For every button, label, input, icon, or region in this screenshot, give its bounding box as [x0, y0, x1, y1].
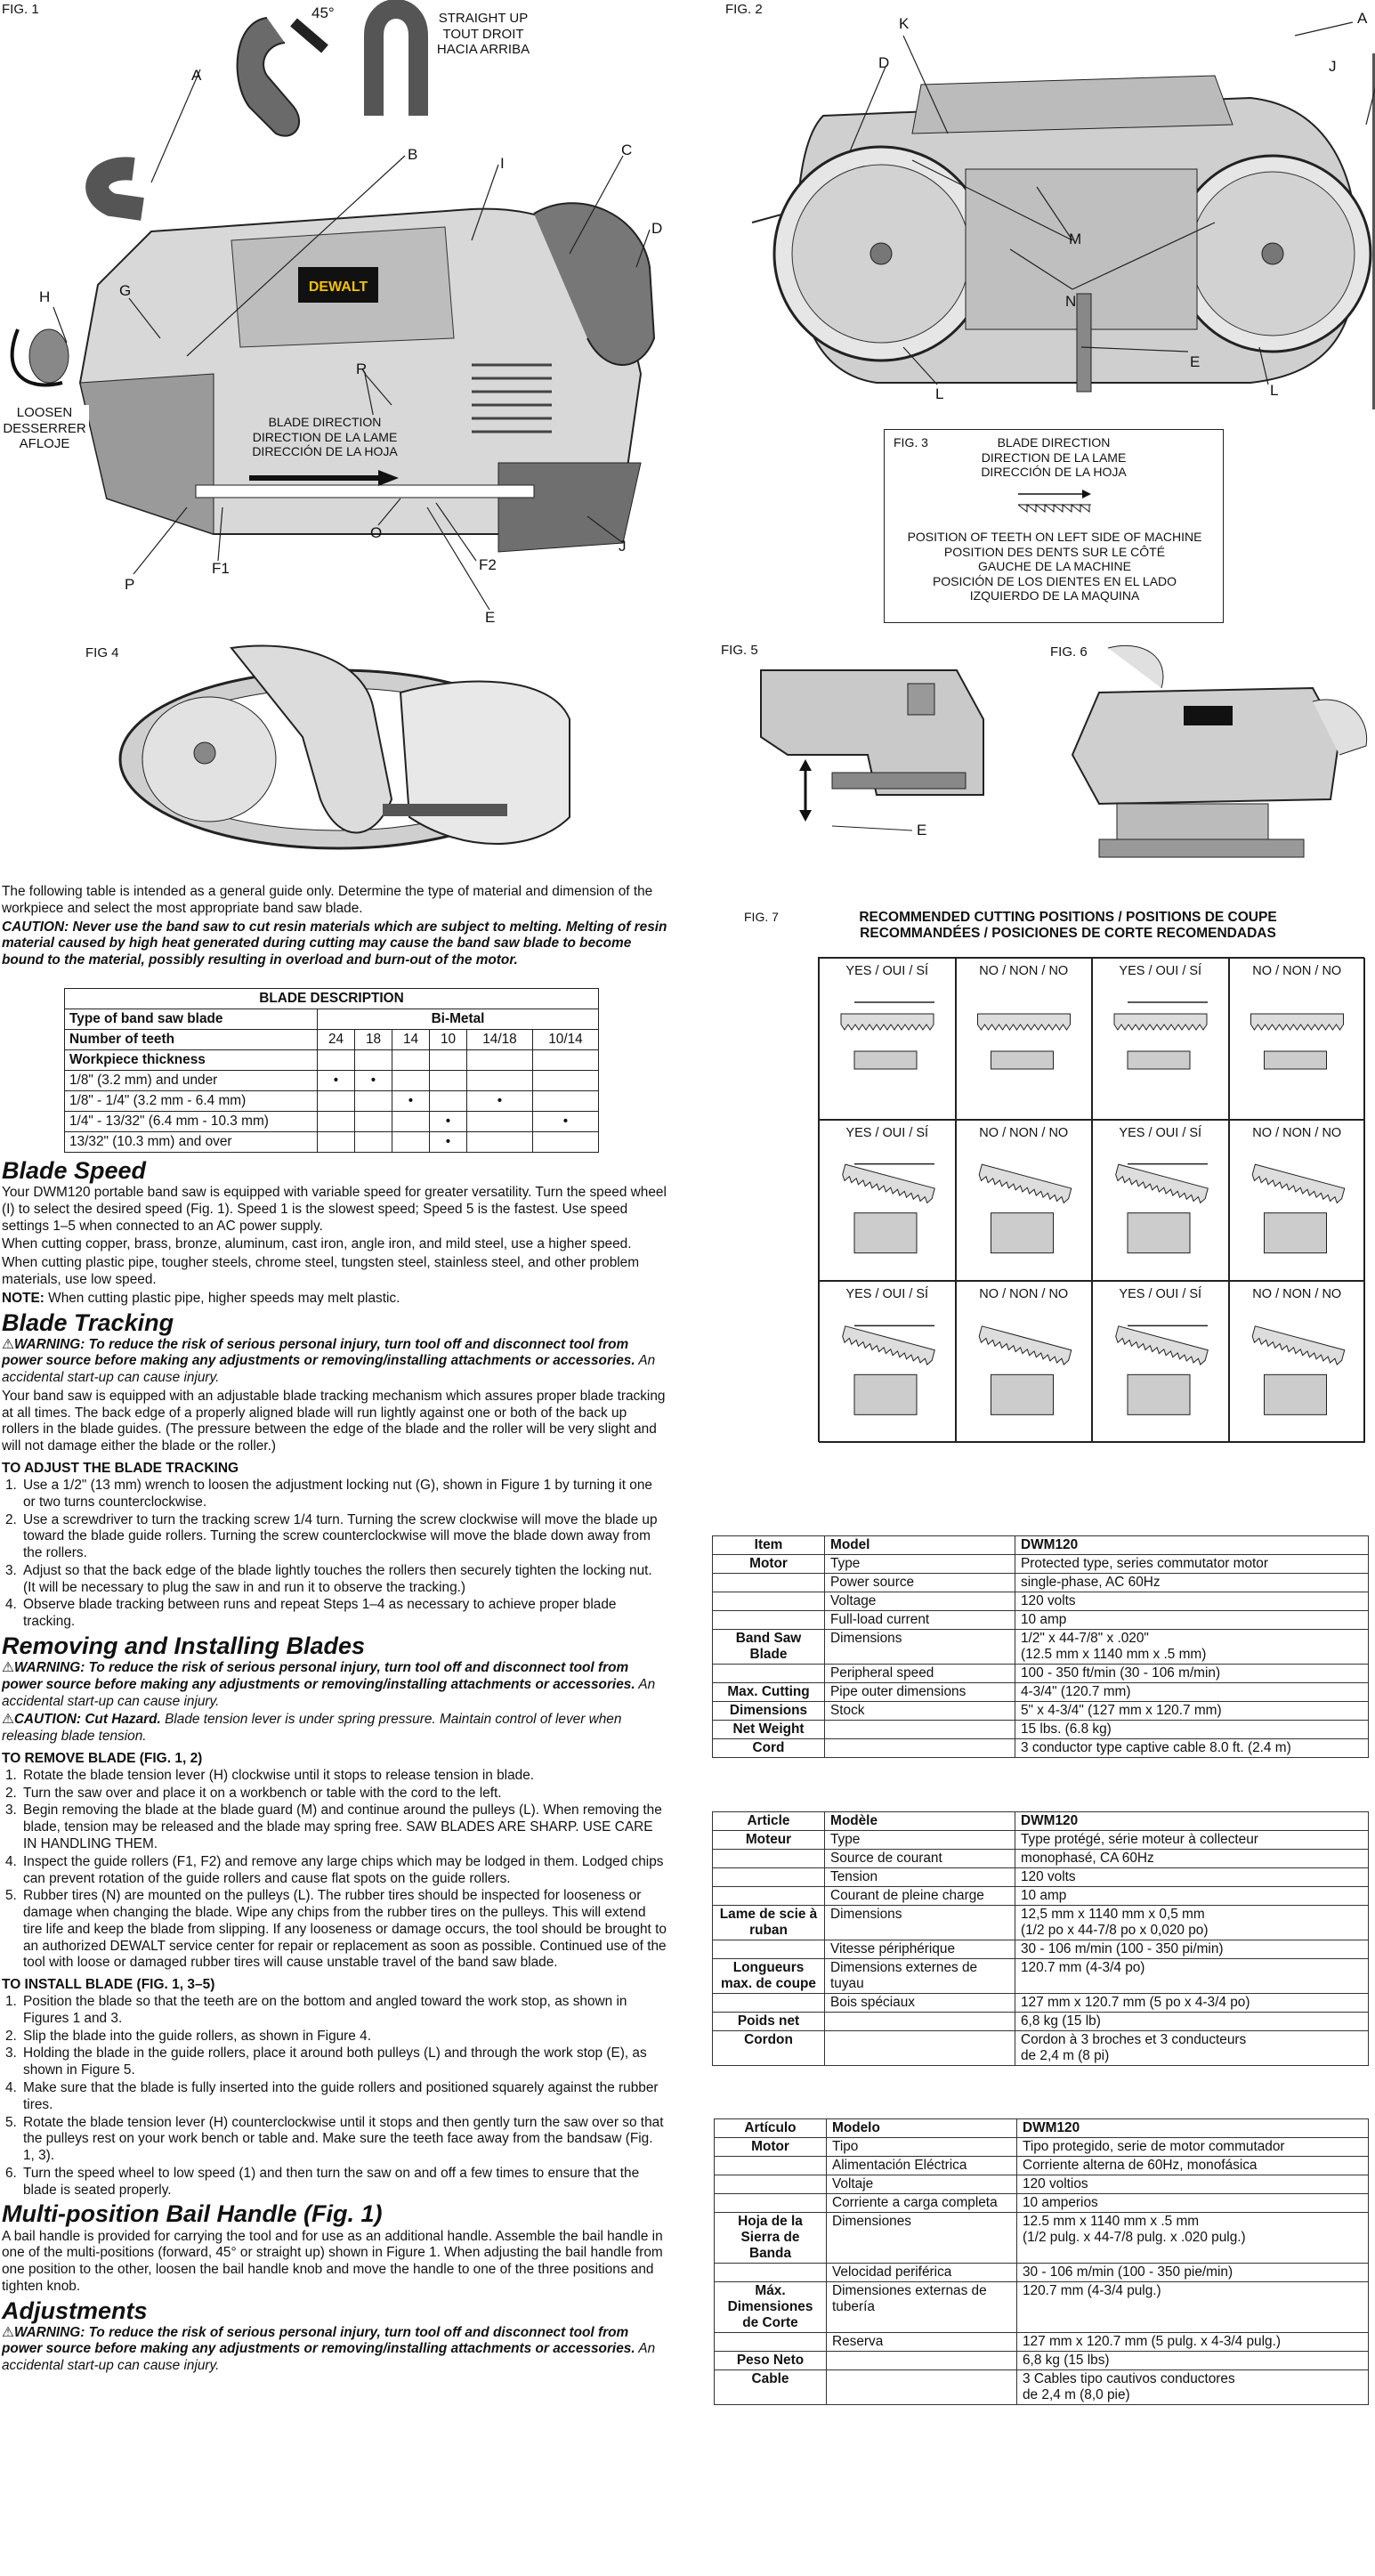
work-stop-illustration — [716, 639, 1010, 853]
teeth-10-14: 10/14 — [532, 1030, 598, 1050]
blade-install-illustration — [0, 639, 676, 879]
table-row — [715, 2213, 1369, 2264]
spec-cell: Hoja de la Sierra de Banda — [715, 2213, 827, 2264]
cell-verdict-label: NO / NON / NO — [979, 964, 1069, 978]
fig5-label: FIG. 5 — [721, 643, 758, 658]
table-row — [715, 2333, 1369, 2352]
table-row — [713, 1831, 1369, 1850]
spec-cell: 12,5 mm x 1140 mm x 0,5 mm (1/2 po x 44-7/8 po x 0,020 po) — [1015, 1906, 1369, 1940]
callout-r: R — [356, 360, 368, 377]
fig2-label: FIG. 2 — [725, 2, 763, 17]
callout-j2: J — [1329, 58, 1337, 75]
spec-cell: Stock — [825, 1702, 1015, 1721]
spec-cell: Tipo — [827, 2138, 1017, 2157]
list-item: 2. Turn the saw over and place it on a workbench or table with the cord to the left. — [5, 1785, 502, 1801]
table-row — [713, 2031, 1369, 2066]
spec-header-cell: DWM120 — [1015, 1812, 1369, 1831]
spec-cell — [713, 1574, 825, 1592]
blade-table-title: BLADE DESCRIPTION — [65, 989, 599, 1009]
spec-cell — [825, 1739, 1015, 1758]
blade-speed-p1: Your DWM120 portable band saw is equipped with variable speed for greater versatility. Turn the speed wheel (I) to select the desired speed (Fig. 1). Speed 1 is the slowest speed; Speed 5 is the fastest. Use speed settings 1–5 when connected to an AC power supply. — [2, 1185, 667, 1234]
table-row — [713, 1630, 1369, 1665]
list-item: 6. Turn the speed wheel to low speed (1) and then turn the saw on and off a few times to ensure that the blade is seated properly. — [5, 2165, 640, 2198]
spec-cell: Moteur — [713, 1831, 825, 1850]
callout-k: K — [899, 15, 910, 32]
cutting-positions-grid — [818, 957, 1364, 1442]
spec-cell: 6,8 kg (15 lb) — [1015, 2013, 1369, 2031]
spec-cell — [713, 1994, 825, 2013]
spec-cell — [713, 1887, 825, 1906]
callout-i: I — [500, 155, 505, 172]
specs-table-french — [712, 1811, 1369, 2066]
table-row: 1/4" - 13/32" (6.4 mm - 10.3 mm) • • — [65, 1112, 599, 1132]
spec-cell: 120.7 mm (4-3/4 po) — [1015, 1959, 1369, 1994]
bimetal-label: Bi-Metal — [318, 1009, 599, 1030]
callout-f2: F2 — [479, 556, 497, 573]
callout-d2: D — [878, 54, 890, 71]
figure-5 — [716, 639, 1010, 853]
spec-cell: 100 - 350 ft/min (30 - 106 m/min) — [1015, 1665, 1369, 1683]
callout-c: C — [621, 142, 633, 158]
blade-tracking-heading: Blade Tracking — [2, 1308, 174, 1336]
teeth-14-18: 14/18 — [467, 1030, 533, 1050]
callout-n: N — [1065, 293, 1077, 310]
install-subheading: TO INSTALL BLADE (FIG. 1, 3–5) — [2, 1977, 215, 1993]
spec-cell — [825, 2031, 1015, 2066]
remove-subheading: TO REMOVE BLADE (FIG. 1, 2) — [2, 1750, 203, 1766]
spec-header-cell: Modelo — [827, 2119, 1017, 2138]
spec-header-cell: Model — [825, 1536, 1015, 1555]
spec-header-cell: Item — [713, 1536, 825, 1555]
table-row — [713, 1592, 1369, 1611]
list-item: 3. Begin removing the blade at the blade guard (M) and continue around the pulleys (L). When removing the blade, tension may be released and the blade may spring free. SAW BLADES ARE SHARP. USE CARE IN HANDLING THEM. — [5, 1802, 662, 1851]
cutting-cell-yes — [1092, 1120, 1229, 1282]
spec-cell: Dimensions — [825, 1630, 1015, 1665]
fig3-teeth-position: POSITION OF TEETH ON LEFT SIDE OF MACHINE POSITION DES DENTS SUR LE CÔTÉ GAUCHE DE LA MACHINE POSICIÓN DE LOS DIENTES EN EL LADO IZQUIERDO DE LA MAQUINA — [907, 530, 1202, 603]
list-item: 5. Rubber tires (N) are mounted on the pulleys (L). The rubber tires should be inspected for looseness or damage when changing the blade. Wipe any chips from the rubber tires on the pulleys. This will extend tire life and keep the blade from slipping. If any looseness or damage occurs, the tool should be brought to an authorized DEWALT service center for repair or replacement as soon as possible. Continued use of the tool with loose or damaged rubber tires will cause unstable travel of the band saw blade. — [5, 1888, 667, 1971]
spec-cell: Bois spéciaux — [825, 1994, 1015, 2013]
callout-d: D — [651, 220, 663, 237]
spec-cell: Motor — [715, 2138, 827, 2157]
cutting-cell-yes — [1092, 1281, 1229, 1443]
table-row — [715, 2175, 1369, 2194]
spec-cell: Máx. Dimensiones de Corte — [715, 2282, 827, 2333]
blade-speed-heading: Blade Speed — [2, 1157, 147, 1184]
callout-j: J — [619, 538, 627, 555]
cutting-cell-yes — [1092, 958, 1229, 1120]
spec-cell: Poids net — [713, 2013, 825, 2031]
spec-cell: Cordon — [713, 2031, 825, 2066]
table-row — [713, 1665, 1369, 1683]
fig4-label: FIG 4 — [85, 645, 119, 660]
tracking-subheading: TO ADJUST THE BLADE TRACKING — [2, 1461, 239, 1477]
spec-cell: Tension — [825, 1868, 1015, 1887]
table-row: 13/32" (10.3 mm) and over • — [65, 1132, 599, 1153]
spec-cell: 30 - 106 m/min (100 - 350 pie/min) — [1017, 2264, 1369, 2282]
table-row — [713, 1850, 1369, 1868]
manual-body — [2, 1155, 667, 2377]
band-saw-top-illustration — [716, 0, 1375, 418]
cell-verdict-label: NO / NON / NO — [1252, 1287, 1342, 1302]
teeth-14: 14 — [392, 1030, 430, 1050]
blade-speed-p3: When cutting plastic pipe, tougher steels, chrome steel, tungsten steel, stainless steel, and other problem materials, use low speed. — [2, 1255, 640, 1287]
spec-header-cell: DWM120 — [1017, 2119, 1369, 2138]
spec-cell: Pipe outer dimensions — [825, 1683, 1015, 1702]
callout-e: E — [485, 609, 496, 626]
warning-icon: ⚠ — [2, 2324, 14, 2340]
cutting-cell-no — [956, 958, 1093, 1120]
spec-cell: 30 - 106 m/min (100 - 350 pi/min) — [1015, 1940, 1369, 1959]
spec-cell: 6,8 kg (15 lbs) — [1017, 2352, 1369, 2370]
list-item: 1. Use a 1/2" (13 mm) wrench to loosen the adjustment locking nut (G), shown in Figure 1 by turning it one or two turns counterclockwise. — [5, 1477, 652, 1510]
spec-header-cell: DWM120 — [1015, 1536, 1369, 1555]
spec-cell: Longueurs max. de coupe — [713, 1959, 825, 1994]
teeth-label: Number of teeth — [65, 1030, 318, 1050]
spec-cell: 3 Cables tipo cautivos conductores de 2,4 m (8,0 pie) — [1017, 2370, 1369, 2405]
figure-2 — [716, 0, 1375, 418]
spec-cell: Max. Cutting — [713, 1683, 825, 1702]
fig3-blade-direction: BLADE DIRECTION DIRECTION DE LA LAME DIRECCIÓN DE LA HOJA — [981, 435, 1127, 480]
spec-cell: Peso Neto — [715, 2352, 827, 2370]
spec-cell — [713, 1868, 825, 1887]
spec-cell — [713, 1940, 825, 1959]
spec-cell: Voltage — [825, 1592, 1015, 1611]
spec-cell: 10 amp — [1015, 1887, 1369, 1906]
intro-caution: CAUTION: Never use the band saw to cut resin materials which are subject to melting. Melting of resin material caused by high heat generated during cutting may cause the band saw blade to become bound to the material, possibly resulting in overload and burn-out of the motor. — [2, 919, 667, 968]
table-row — [713, 1683, 1369, 1702]
spec-cell: 12.5 mm x 1140 mm x .5 mm (1/2 pulg. x 44-7/8 pulg. x .020 pulg.) — [1017, 2213, 1369, 2264]
callout-m: M — [1069, 231, 1082, 247]
table-row — [713, 1906, 1369, 1940]
spec-cell: Dimensiones — [827, 2213, 1017, 2264]
table-row — [715, 2352, 1369, 2370]
cutting-cell-no — [1229, 1120, 1366, 1282]
spec-cell: Vitesse périphérique — [825, 1940, 1015, 1959]
spec-cell: Voltaje — [827, 2175, 1017, 2194]
adjustments-warning: ⚠WARNING: To reduce the risk of serious personal injury, turn tool off and disconnect tool from power source before making any adjustments or removing/installing attachments or accessories. An accidental start-up can cause injury. — [2, 2324, 656, 2374]
spec-header-cell: Modèle — [825, 1812, 1015, 1831]
list-item: 3. Holding the blade in the guide rollers, place it around both pulleys (L) and through the work stop (E), as shown in Figure 5. — [5, 2045, 647, 2078]
spec-cell: Net Weight — [713, 1721, 825, 1739]
blade-direction-caption: BLADE DIRECTION DIRECTION DE LA LAME DIRECCIÓN DE LA HOJA — [245, 415, 405, 459]
callout-f1: F1 — [212, 560, 230, 577]
adjustments-heading: Adjustments — [2, 2297, 148, 2324]
spec-cell — [827, 2352, 1017, 2370]
spec-cell — [715, 2194, 827, 2213]
spec-cell: Corriente a carga completa — [827, 2194, 1017, 2213]
table-row — [713, 1574, 1369, 1592]
cutting-cell-yes — [819, 1120, 956, 1282]
spec-cell — [715, 2175, 827, 2194]
table-row — [713, 1940, 1369, 1959]
cell-verdict-label: YES / OUI / SÍ — [845, 1287, 929, 1302]
fig7-title: RECOMMENDED CUTTING POSITIONS / POSITIONS DE COUPE RECOMMANDÉES / POSICIONES DE CORTE RECOMENDADAS — [859, 910, 1277, 942]
spec-cell — [715, 2333, 827, 2352]
list-item: 4. Inspect the guide rollers (F1, F2) and remove any large chips which may be lodged in them. Lodged chips can prevent rotation of the guide rollers and cause flat spots on the guide rollers. — [5, 1853, 664, 1886]
bail-handle-heading: Multi-position Bail Handle (Fig. 1) — [2, 2200, 383, 2228]
callout-l2: L — [1270, 382, 1279, 399]
tracking-warning: ⚠WARNING: To reduce the risk of serious personal injury, turn tool off and disconnect tool from power source before making any adjustments or removing/installing attachments or accessories. An accidental start-up can cause injury. — [2, 1336, 656, 1386]
list-item: 4. Observe blade tracking between runs and repeat Steps 1–4 as necessary to achieve proper blade tracking. — [5, 1597, 617, 1630]
cell-verdict-label: NO / NON / NO — [1252, 1125, 1342, 1140]
teeth-18: 18 — [355, 1030, 392, 1050]
spec-cell: 10 amp — [1015, 1611, 1369, 1630]
warning-icon: ⚠ — [2, 1660, 14, 1676]
spec-header-cell: Article — [713, 1812, 825, 1831]
spec-cell: 120.7 mm (4-3/4 pulg.) — [1017, 2282, 1369, 2333]
callout-o: O — [370, 524, 383, 541]
warning-icon: ⚠ — [2, 1336, 14, 1352]
spec-cell: 127 mm x 120.7 mm (5 pulg. x 4-3/4 pulg.) — [1017, 2333, 1369, 2352]
figure-6 — [1046, 639, 1375, 871]
spec-cell: 4-3/4" (120.7 mm) — [1015, 1683, 1369, 1702]
figure-1 — [0, 0, 676, 632]
figure-3 — [884, 429, 1224, 623]
table-row — [713, 1868, 1369, 1887]
spec-cell: Cordon à 3 broches et 3 conducteurs de 2,4 m (8 pi) — [1015, 2031, 1369, 2066]
spec-cell: 120 volts — [1015, 1592, 1369, 1611]
spec-cell: Dimensions externes de tuyau — [825, 1959, 1015, 1994]
spec-cell: Cord — [713, 1739, 825, 1758]
spec-cell: Type — [825, 1831, 1015, 1850]
spec-cell: Reserva — [827, 2333, 1017, 2352]
spec-cell: 120 voltios — [1017, 2175, 1369, 2194]
spec-cell: Dimensions — [713, 1702, 825, 1721]
spec-cell: Power source — [825, 1574, 1015, 1592]
table-row — [715, 2282, 1369, 2333]
removing-heading: Removing and Installing Blades — [2, 1632, 366, 1659]
cutting-cell-no — [1229, 1281, 1366, 1443]
thickness-label: Workpiece thickness — [65, 1050, 318, 1071]
spec-cell: 5" x 4-3/4" (127 mm x 120.7 mm) — [1015, 1702, 1369, 1721]
callout-a: A — [191, 67, 202, 84]
spec-cell: Dimensiones externas de tubería — [827, 2282, 1017, 2333]
list-item: 1. Rotate the blade tension lever (H) clockwise until it stops to release tension in blade. — [5, 1767, 535, 1783]
spec-cell: 1/2" x 44-7/8" x .020" (12.5 mm x 1140 mm x .5 mm) — [1015, 1630, 1369, 1665]
list-item: 1. Position the blade so that the teeth are on the bottom and angled toward the work stop, as shown in Figures 1 and 3. — [5, 1994, 627, 2026]
figure-4 — [0, 639, 676, 879]
table-row — [715, 2370, 1369, 2405]
callout-a2: A — [1357, 10, 1368, 27]
tracking-p1: Your band saw is equipped with an adjustable blade tracking mechanism which assures proper blade tracking at all times. The back edge of a properly aligned blade will run lightly against one or both of the back up rollers in the blade guides. (The pressure between the edge of the blade and the roller will be very slight and will not damage either the blade or the roller.) — [2, 1388, 666, 1454]
table-row — [713, 1739, 1369, 1758]
angle-45-label: 45° — [311, 4, 335, 21]
spec-cell: Cable — [715, 2370, 827, 2405]
table-row — [715, 2264, 1369, 2282]
remove-steps — [2, 1768, 667, 1972]
spec-cell — [715, 2264, 827, 2282]
spec-cell: Courant de pleine charge — [825, 1887, 1015, 1906]
spec-cell — [827, 2370, 1017, 2405]
callout-l1: L — [935, 385, 944, 402]
cutting-cell-no — [1229, 958, 1366, 1120]
brand-logo: DEWALT — [308, 279, 368, 295]
cell-verdict-label: YES / OUI / SÍ — [1119, 1125, 1202, 1140]
spec-cell — [713, 1665, 825, 1683]
tracking-steps — [2, 1478, 667, 1631]
blade-type-label: Type of band saw blade — [65, 1009, 318, 1030]
blade-direction-arrow — [885, 485, 1225, 521]
cell-verdict-label: YES / OUI / SÍ — [1119, 1287, 1202, 1302]
spec-cell: Full-load current — [825, 1611, 1015, 1630]
table-row — [715, 2138, 1369, 2157]
table-row: 1/8" (3.2 mm) and under • • — [65, 1071, 599, 1091]
list-item: 2. Use a screwdriver to turn the tracking screw 1/4 turn. Turning the screw clockwise will move the blade up toward the blade guide rollers. Turning the screw counterclockwise will move the blade down away from the rollers. — [5, 1511, 658, 1561]
blade-description-table — [64, 988, 599, 1153]
cell-verdict-label: YES / OUI / SÍ — [1119, 964, 1202, 978]
spec-cell — [825, 1721, 1015, 1739]
cutting-cell-no — [956, 1120, 1093, 1282]
teeth-10: 10 — [430, 1030, 467, 1050]
spec-cell: 15 lbs. (6.8 kg) — [1015, 1721, 1369, 1739]
table-row — [713, 1959, 1369, 1994]
teeth-24: 24 — [318, 1030, 355, 1050]
spec-cell — [715, 2157, 827, 2175]
spec-cell: 10 amperios — [1017, 2194, 1369, 2213]
fig1-label: FIG. 1 — [2, 2, 39, 17]
table-row — [713, 1611, 1369, 1630]
fig3-label: FIG. 3 — [894, 435, 928, 450]
table-row — [713, 1721, 1369, 1739]
callout-g: G — [119, 282, 132, 299]
table-row — [713, 1994, 1369, 2013]
cell-verdict-label: NO / NON / NO — [979, 1125, 1069, 1140]
warning-icon: ⚠ — [2, 1712, 14, 1728]
removing-warning: ⚠WARNING: To reduce the risk of serious personal injury, turn tool off and disconnect tool from power source before making any adjustments or removing/installing attachments or accessories. An accidental start-up can cause injury. — [2, 1660, 656, 1709]
list-item: 4. Make sure that the blade is fully inserted into the guide rollers and positioned squarely against the rubber tires. — [5, 2080, 659, 2112]
spec-cell: 127 mm x 120.7 mm (5 po x 4-3/4 po) — [1015, 1994, 1369, 2013]
removing-caution: ⚠CAUTION: Cut Hazard. Blade tension lever is under spring pressure. Maintain control of lever when releasing blade tension. — [2, 1712, 622, 1745]
list-item: 2. Slip the blade into the guide rollers, as shown in Figure 4. — [5, 2028, 371, 2044]
straight-up-caption: STRAIGHT UP TOUT DROIT HACIA ARRIBA — [436, 11, 530, 58]
spec-cell — [713, 1611, 825, 1630]
install-steps — [2, 1994, 667, 2199]
fig5-callout-e: E — [917, 822, 927, 838]
spec-cell: Lame de scie à ruban — [713, 1906, 825, 1940]
blade-speed-note: NOTE: When cutting plastic pipe, higher speeds may melt plastic. — [2, 1290, 400, 1306]
spec-cell: Protected type, series commutator motor — [1015, 1555, 1369, 1574]
list-item: 3. Adjust so that the back edge of the blade lightly touches the rollers then securely tighten the locking nut. (It will be necessary to plug the saw in and run it to observe the tracking.) — [5, 1562, 652, 1595]
fig7-label: FIG. 7 — [744, 910, 779, 924]
cutting-cell-yes — [819, 958, 956, 1120]
spec-cell — [825, 2013, 1015, 2031]
spec-cell — [713, 1592, 825, 1611]
spec-cell: 3 conductor type captive cable 8.0 ft. (2.4 m) — [1015, 1739, 1369, 1758]
fig6-label: FIG. 6 — [1050, 644, 1088, 660]
callout-h: H — [39, 288, 51, 305]
list-item: 5. Rotate the blade tension lever (H) counterclockwise until it stops and then gently turn the saw over so that the pulleys rest on your work bench or table and. Make sure the teeth face away from the bandsaw (Fig. 1, 3). — [5, 2114, 664, 2164]
spec-cell: Type protégé, série moteur à collecteur — [1015, 1831, 1369, 1850]
table-row — [715, 2194, 1369, 2213]
bail-handle-p1: A bail handle is provided for carrying the tool and for use as an additional handle. Assemble the bail handle in one of the multi-positions (forward, 45° or straight up) shown in Figure 1. When adjusting the bail handle from one position to the other, loosen the bail handle knob and move the handle to one of the three positions and tighten knob. — [2, 2228, 663, 2294]
callout-e2: E — [1190, 353, 1201, 370]
loosen-caption: LOOSEN DESSERRER AFLOJE — [0, 405, 89, 452]
spec-cell: single-phase, AC 60Hz — [1015, 1574, 1369, 1592]
cell-verdict-label: YES / OUI / SÍ — [845, 964, 929, 978]
intro-section — [2, 884, 667, 971]
intro-paragraph: The following table is intended as a general guide only. Determine the type of material and dimension of the workpiece and select the most appropriate band saw blade. — [2, 884, 653, 916]
table-row — [713, 1555, 1369, 1574]
spec-cell: Source de courant — [825, 1850, 1015, 1868]
cell-verdict-label: NO / NON / NO — [1252, 964, 1342, 978]
table-row — [715, 2157, 1369, 2175]
table-row — [713, 1702, 1369, 1721]
spec-cell: 120 volts — [1015, 1868, 1369, 1887]
spec-header-cell: Artículo — [715, 2119, 827, 2138]
spec-cell: Corriente alterna de 60Hz, monofásica — [1017, 2157, 1369, 2175]
table-row: 1/8" - 1/4" (3.2 mm - 6.4 mm) • • — [65, 1091, 599, 1112]
specs-table-spanish — [714, 2118, 1369, 2405]
cutting-cell-yes — [819, 1281, 956, 1443]
spec-cell: Peripheral speed — [825, 1665, 1015, 1683]
spec-cell: Alimentación Eléctrica — [827, 2157, 1017, 2175]
table-row — [713, 2013, 1369, 2031]
callout-p: P — [125, 576, 135, 593]
specs-table-english — [712, 1535, 1369, 1758]
spec-cell: Velocidad periférica — [827, 2264, 1017, 2282]
callout-b: B — [408, 146, 418, 163]
spec-cell: Band Saw Blade — [713, 1630, 825, 1665]
cell-verdict-label: NO / NON / NO — [979, 1287, 1069, 1302]
spec-cell: Dimensions — [825, 1906, 1015, 1940]
spec-cell: Motor — [713, 1555, 825, 1574]
blade-speed-p2: When cutting copper, brass, bronze, aluminum, cast iron, angle iron, and mild steel, use a higher speed. — [2, 1236, 632, 1252]
saw-in-vise-illustration — [1046, 639, 1375, 871]
spec-cell — [713, 1850, 825, 1868]
cell-verdict-label: YES / OUI / SÍ — [845, 1125, 929, 1140]
cutting-cell-no — [956, 1281, 1093, 1443]
spec-cell: monophasé, CA 60Hz — [1015, 1850, 1369, 1868]
spec-cell: Type — [825, 1555, 1015, 1574]
band-saw-illustration — [0, 0, 676, 632]
spec-cell: Tipo protegido, serie de motor commutador — [1017, 2138, 1369, 2157]
table-row — [713, 1887, 1369, 1906]
